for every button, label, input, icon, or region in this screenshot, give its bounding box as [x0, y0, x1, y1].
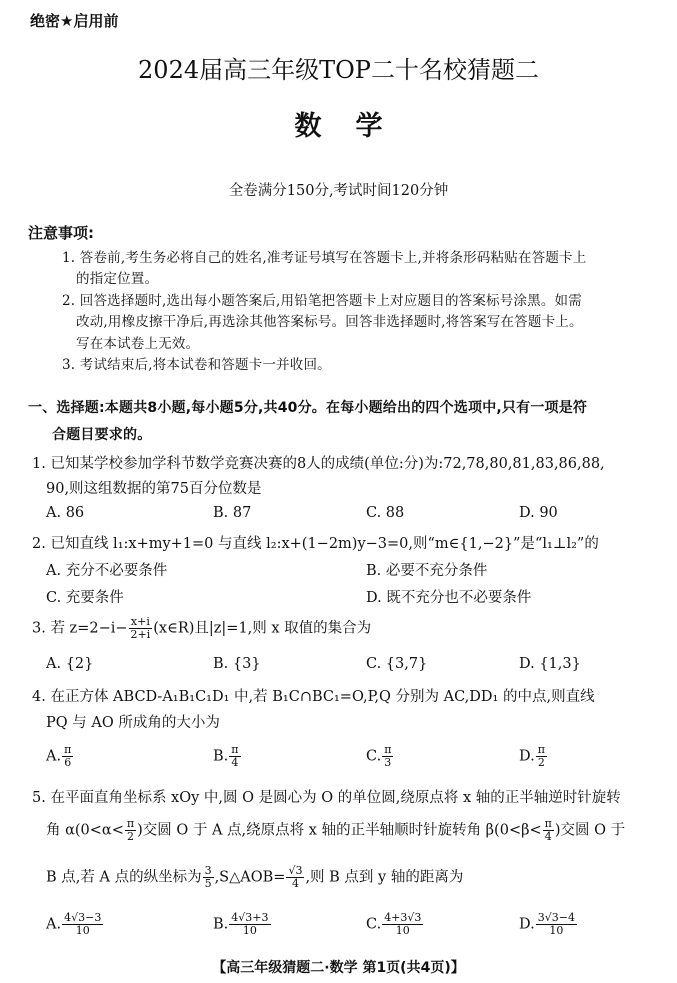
note-line: 2. 回答选择题时,选出每小题答案后,用铅笔把答题卡上对应题目的答案标号涂黑。如需 [62, 293, 582, 309]
q5-option-c [366, 912, 424, 937]
frac-num: 4+3√3 [384, 911, 422, 924]
frac-num: π [231, 743, 239, 756]
q4-option-c [366, 744, 394, 769]
frac-num: √3 [288, 864, 303, 877]
q1-option-d: D. 90 [519, 505, 558, 521]
q3-frac-den: 2+i [130, 628, 151, 641]
q3-option-b: B. {3} [213, 656, 261, 672]
q2-option-d: D. 既不充分也不必要条件 [366, 590, 532, 606]
option-label: B. [213, 748, 229, 765]
option-fraction [382, 912, 423, 937]
frac-den: 4 [544, 830, 552, 843]
q2-option-a: A. 充分不必要条件 [46, 563, 168, 579]
confidential-label: 绝密★启用前 [30, 12, 119, 30]
option-fraction [229, 744, 240, 769]
q5-text: 角 α(0<α< [46, 822, 124, 839]
q5-fraction [125, 818, 136, 843]
option-label: A. [46, 748, 62, 765]
frac-den: 6 [64, 756, 72, 769]
option-fraction [382, 744, 393, 769]
q2-option-b: B. 必要不充分条件 [366, 563, 488, 579]
option-label: B. [213, 916, 229, 933]
q1-option-b: B. 87 [213, 505, 252, 521]
frac-num: 4√3−3 [64, 911, 102, 924]
frac-den: 10 [75, 924, 90, 937]
section-heading-cont: 合题目要求的。 [52, 427, 152, 443]
q2-option-c: C. 充要条件 [46, 590, 124, 606]
q1-option-c: C. 88 [366, 505, 405, 521]
note-line: 1. 答卷前,考生务必将自己的姓名,准考证号填写在答题卡上,并将条形码粘贴在答题卡上 [62, 250, 587, 266]
q4-option-b [213, 744, 242, 769]
q3-option-c: C. {3,7} [366, 656, 428, 672]
frac-den: 4 [291, 877, 299, 890]
frac-den: 4 [231, 756, 239, 769]
q5-text: )交圆 O 于 A 点,绕原点将 x 轴的正半轴顺时针旋转角 β(0<β< [137, 822, 542, 839]
frac-den: 5 [204, 877, 212, 890]
q5-text: )交圆 O 于 [554, 822, 626, 839]
q3-fraction [129, 616, 153, 641]
notes-heading: 注意事项: [28, 224, 94, 242]
option-label: D. [519, 748, 535, 765]
q3-stem-a: 3. 若 z=2−i− [32, 620, 128, 637]
option-fraction [536, 912, 577, 937]
q5-option-b [213, 912, 272, 937]
page-footer: 【高三年级猜题二·数学 第1页(共4页)】 [212, 960, 465, 976]
q3-option-d: D. {1,3} [519, 656, 581, 672]
option-fraction [62, 912, 103, 937]
note-line: 写在本试卷上无效。 [76, 336, 200, 352]
option-label: C. [366, 748, 382, 765]
frac-den: 3 [384, 756, 392, 769]
frac-num: π [64, 743, 72, 756]
q4-option-a [46, 744, 74, 769]
q3-option-a: A. {2} [46, 656, 94, 672]
frac-den: 10 [549, 924, 564, 937]
q5-text: ,则 B 点到 y 轴的距离为 [305, 869, 464, 886]
q4-option-d [519, 744, 548, 769]
exam-title: 2024届高三年级TOP二十名校猜题二 [138, 56, 539, 84]
option-label: D. [519, 916, 535, 933]
q4-stem-cont: PQ 与 AO 所成角的大小为 [46, 715, 220, 731]
q5-stem-line2 [46, 818, 625, 843]
frac-num: 4√3+3 [231, 911, 269, 924]
q5-option-d [519, 912, 578, 937]
frac-num: π [384, 743, 392, 756]
q1-stem-cont: 90,则这组数据的第75百分位数是 [46, 481, 262, 497]
q3-frac-num: x+i [129, 616, 153, 629]
section-heading: 一、选择题:本题共8小题,每小题5分,共40分。在每小题给出的四个选项中,只有一项是符 [28, 400, 588, 416]
frac-num: π [544, 817, 552, 830]
q5-option-a [46, 912, 104, 937]
q5-stem: 5. 在平面直角坐标系 xOy 中,圆 O 是圆心为 O 的单位圆,绕原点将 x 轴的正半轴逆时针旋转 [32, 790, 621, 806]
note-line: 的指定位置。 [76, 271, 159, 287]
frac-den: 10 [395, 924, 410, 937]
option-fraction [62, 744, 73, 769]
frac-num: π [537, 743, 545, 756]
q3-stem [32, 616, 371, 641]
note-line: 改动,用橡皮擦干净后,再选涂其他答案标号。回答非选择题时,将答案写在答题卡上。 [76, 314, 583, 330]
frac-num: π [126, 817, 135, 830]
q3-stem-b: (x∈R)且|z|=1,则 x 取值的集合为 [153, 620, 372, 637]
note-line: 3. 考试结束后,将本试卷和答题卡一并收回。 [62, 357, 331, 373]
q5-text: B 点,若 A 点的纵坐标为 [46, 869, 202, 886]
option-fraction [536, 744, 547, 769]
frac-num: 3 [204, 864, 212, 877]
frac-den: 2 [126, 830, 134, 843]
frac-den: 10 [242, 924, 257, 937]
option-label: C. [366, 916, 382, 933]
option-fraction [229, 912, 270, 937]
q1-option-a: A. 86 [46, 505, 85, 521]
q5-fraction [543, 818, 554, 843]
frac-den: 2 [537, 756, 545, 769]
q5-stem-line3 [46, 865, 463, 890]
q1-stem: 1. 已知某学校参加学科节数学竞赛决赛的8人的成绩(单位:分)为:72,78,80,81,83,86,88, [32, 456, 605, 472]
subject-title: 数学 [294, 111, 417, 142]
option-label: A. [46, 916, 62, 933]
q4-stem: 4. 在正方体 ABCD-A₁B₁C₁D₁ 中,若 B₁C∩BC₁=O,P,Q 分别为 AC,DD₁ 的中点,则直线 [32, 689, 595, 705]
q5-fraction [203, 865, 214, 890]
q2-stem: 2. 已知直线 l₁:x+my+1=0 与直线 l₂:x+(1−2m)y−3=0,则“m∈{1,−2}”是“l₁⊥l₂”的 [32, 536, 599, 552]
exam-info: 全卷满分150分,考试时间120分钟 [228, 183, 449, 199]
q5-fraction [286, 865, 304, 890]
q5-text: ,S△AOB= [214, 869, 286, 886]
frac-num: 3√3−4 [537, 911, 575, 924]
